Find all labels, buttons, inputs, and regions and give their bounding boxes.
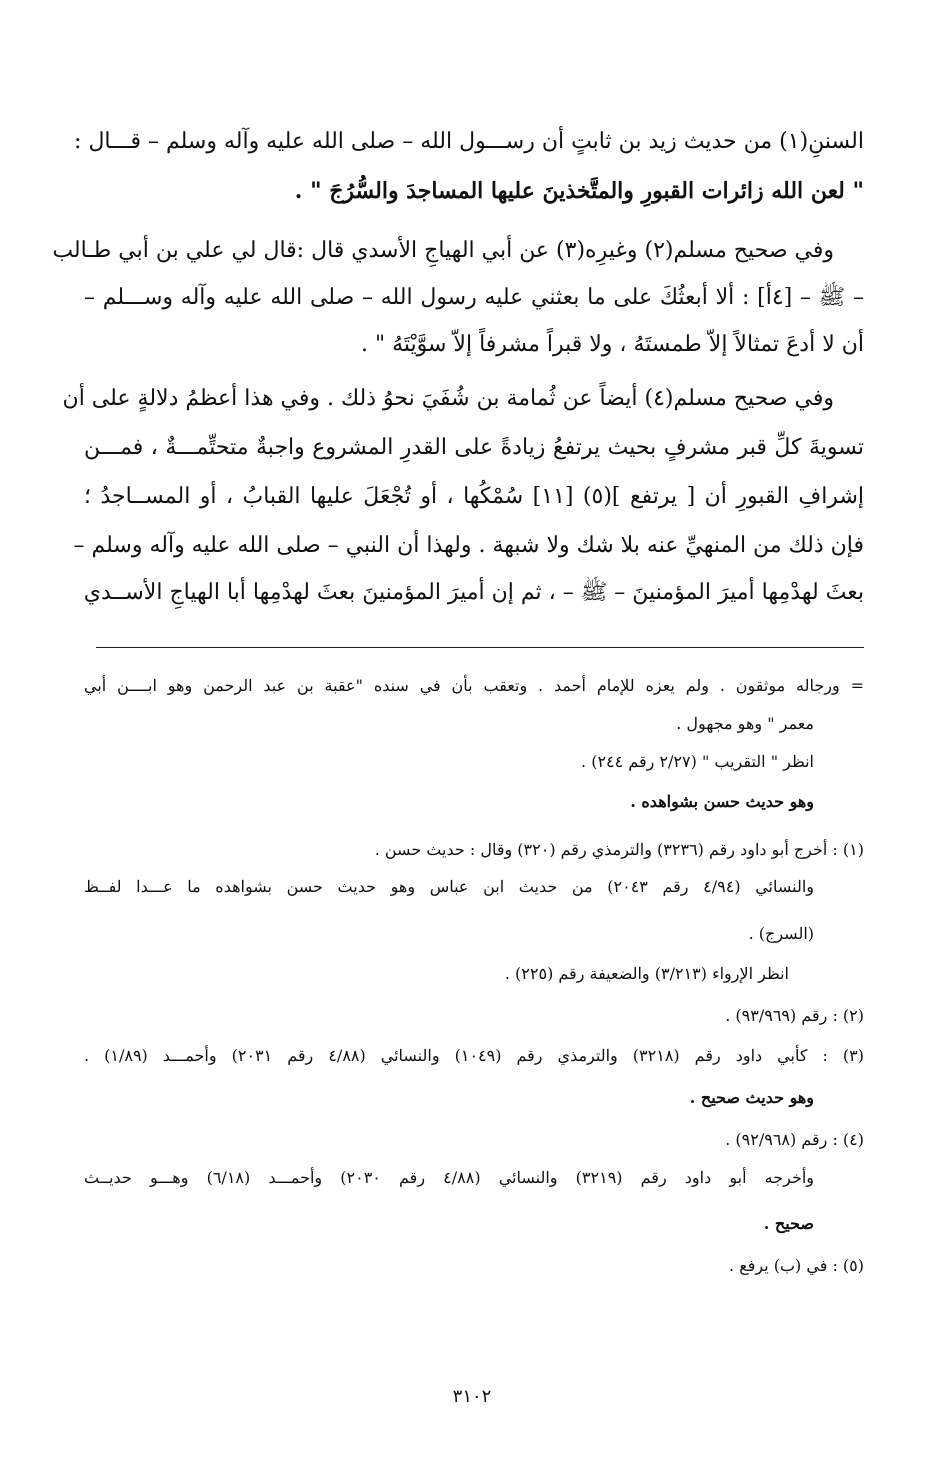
footnote-4: (٤) : رقم (٩٢/٩٦٨) . <box>725 1130 864 1149</box>
footnote-line-4: وهو حديث حسن بشواهده . <box>630 792 814 811</box>
footnote-1-cont-2: (السرج) . <box>748 924 814 943</box>
footnote-2: (٢) : رقم (٩٣/٩٦٩) . <box>725 1006 864 1025</box>
footnote-1-cont-1: والنسائي (٤/٩٤ رقم ٢٠٤٣) من حديث ابن عباس وهو حديث حسن بشواهده ما عـــدا لفــظ <box>84 877 815 896</box>
footnote-3-cont: وهو حديث صحيح . <box>689 1088 814 1107</box>
footnote-3: (٣) : كأبي داود رقم (٣٢١٨) والترمذي رقم (١٠٤٩) والنسائي (٤/٨٨ رقم ٢٠٣١) وأحمـــد (١/٨٩) . <box>84 1046 864 1065</box>
body-line-7: تسويةَ كلِّ قبر مشرفٍ بحيث يرتفعُ زيادةً على القدرِ المشروع واجبةٌ متحتِّمـــةٌ ، فمـــن <box>84 435 864 460</box>
footnote-4-cont-2: صحيح . <box>763 1214 814 1233</box>
footnote-1: (١) : أخرج أبو داود رقم (٣٢٣٦) والترمذي رقم (٣٢٠) وقال : حديث حسن . <box>374 840 864 859</box>
footnote-1-cont-3: انظر الإرواء (٣/٢١٣) والضعيفة رقم (٢٢٥) . <box>504 964 789 983</box>
page-number: ٣١٠٢ <box>452 1386 492 1407</box>
footnote-line-2: معمر " وهو مجهول . <box>676 714 814 733</box>
body-line-2: " لعن الله زائرات القبورِ والمتَّخذينَ عليها المساجدَ والسُّرُجَ " . <box>294 178 864 204</box>
body-line-6: وفي صحيح مسلم(٤) أيضاً عن ثُمامة بن شُفَيَ نحوُ ذلك . وفي هذا أعظمُ دلالةٍ على أن <box>62 386 834 411</box>
body-line-1: السننِ(١) من حديث زيد بن ثابتٍ أن رســـول الله – صلى الله عليه وآله وسلم – قـــال : <box>74 129 864 154</box>
footnote-line-1: = ورجاله موثقون . ولم يعزه للإمام أحمد . وتعقب بأن في سنده "عقبة بن عبد الرحمن وهو ابــــن أبي <box>84 676 864 695</box>
footnote-5: (٥) : في (ب) يرفع . <box>729 1256 864 1275</box>
footnote-separator <box>96 647 864 648</box>
body-line-9: فإن ذلك من المنهيِّ عنه بلا شك ولا شبهة . ولهذا أن النبي – صلى الله عليه وآله وسلم – <box>73 533 864 558</box>
footnote-4-cont-1: وأخرجه أبو داود رقم (٣٢١٩) والنسائي (٤/٨٨ رقم ٢٠٣٠) وأحمـــد (٦/١٨) وهـــو حديــث <box>84 1168 815 1187</box>
body-line-5: أن لا أدعَ تمثالاً إلاّ طمستَهُ ، ولا قبراً مشرفاً إلاّ سوَّيْتَهُ " . <box>360 332 864 357</box>
body-line-4: – ﷺ – [٤أ] : ألا أبعثُكَ على ما بعثني عليه رسول الله – صلى الله عليه وآله وســـلم – <box>84 285 864 310</box>
body-line-3: وفي صحيح مسلم(٢) وغيرِه(٣) عن أبي الهياجِ الأسدي قال :قال لي علي بن أبي طـالب <box>52 238 834 263</box>
body-line-8: إشرافِ القبورِ أن [ يرتفع ](٥) [١١] سُمْكُها ، أو تُجْعَلَ عليها القبابُ ، أو المســاجدُ ؛ <box>84 484 864 509</box>
body-line-10: بعثَ لهدْمِها أميرَ المؤمنينَ – ﷺ – ، ثم إن أميرَ المؤمنينَ بعثَ لهدْمِها أبا الهياجِ الأســدي <box>83 580 864 605</box>
footnote-line-3: انظر " التقريب " (٢/٢٧ رقم ٢٤٤) . <box>581 752 814 771</box>
